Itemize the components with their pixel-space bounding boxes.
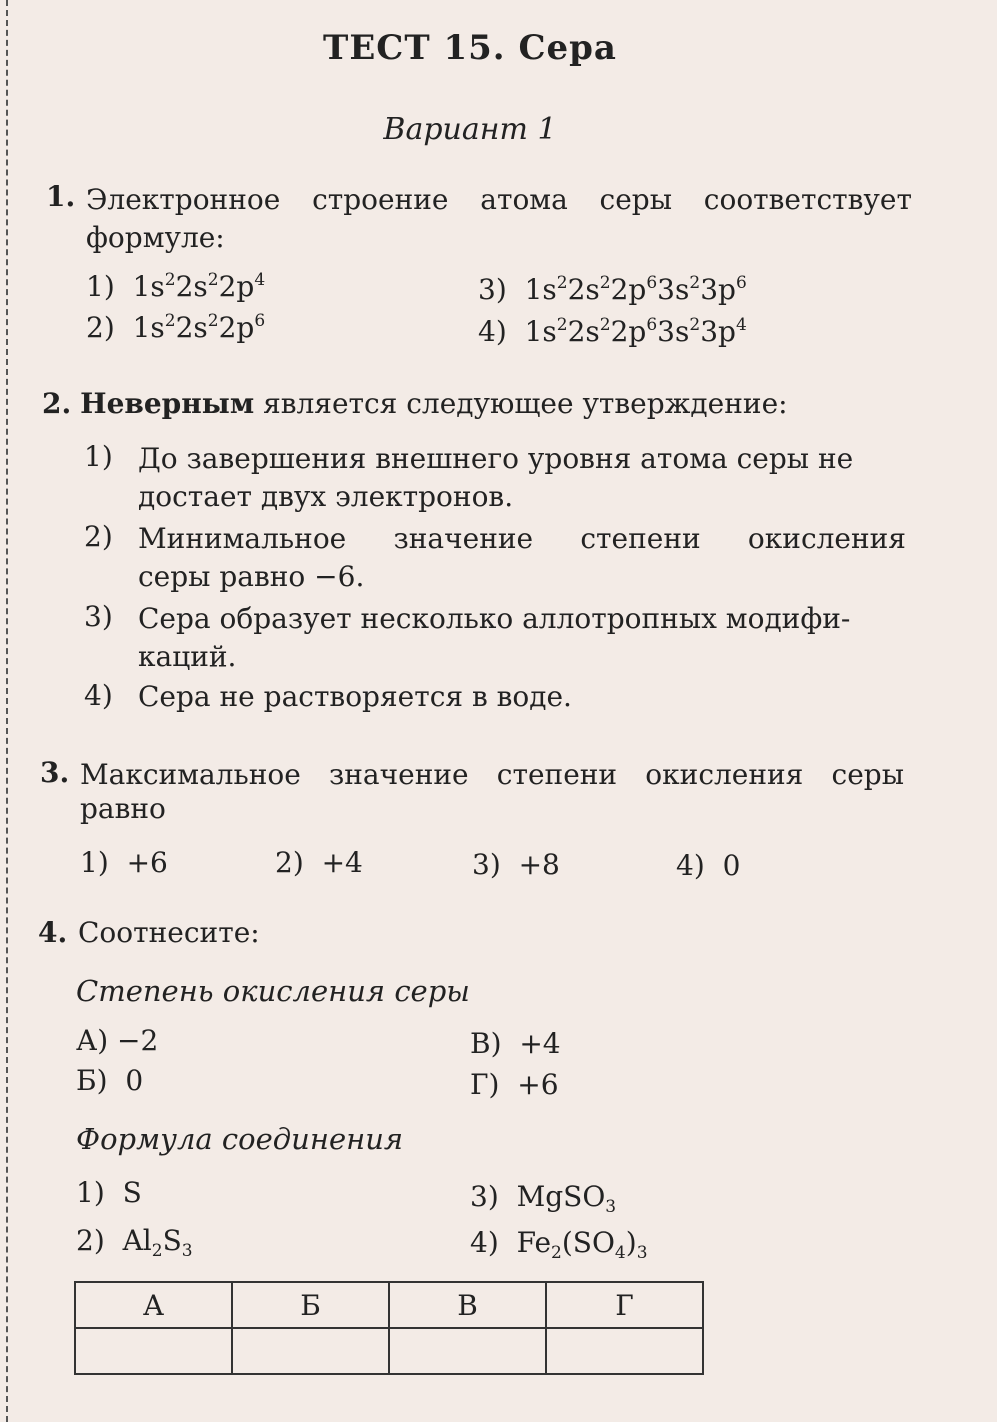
q1-text-line1: Электронное строение атома серы соответствует [86,183,912,216]
q3-option-4: 4) 0 [676,849,741,882]
q1-option-3: 3) $1s^22s^22p^63s^23p^6$ [478,273,747,306]
q2-heading [42,387,788,420]
answer-cell-v[interactable] [389,1328,546,1374]
q4-formula-3: 3) MgSO$_3$ [470,1180,617,1217]
q2-option-1-line2: достает двух электронов. [138,480,514,513]
q1-option-2: 2) $1s^22s^22p^6$ [86,311,266,344]
answer-cell-a[interactable] [75,1328,232,1374]
q2-option-4-num: 4) [84,679,113,712]
q1-number: 1. [46,180,76,213]
q4-left-b: Б) 0 [76,1064,144,1097]
answer-col-g: Г [546,1282,703,1328]
q2-option-3-num: 3) [84,600,113,633]
answer-col-a: А [75,1282,232,1328]
q3-text-line2: равно [80,792,166,825]
q3-text-line1: Максимальное значение степени окисления серы [80,758,904,791]
answer-table [74,1281,704,1375]
q4-left-a: А) −2 [76,1024,159,1057]
q3-option-3: 3) +8 [472,848,560,881]
q2-option-2-line2: серы равно −6. [138,560,365,593]
q4-formula-2: 2) $Al_2S_3$ [76,1224,193,1261]
q2-number: 2. [42,387,72,420]
answer-col-v: В [389,1282,546,1328]
q3-option-2: 2) +4 [275,846,363,879]
q2-text: является следующее утверждение: [263,387,788,420]
q4-formula-4: 4) $Fe_2(SO_4)_3$ [470,1226,648,1263]
q2-bold-word: Неверным [80,387,255,420]
q4-heading-oxidation: Степень окисления серы [76,974,470,1008]
answer-table-header [75,1282,703,1328]
q3-number: 3. [40,756,70,789]
q4-number: 4. [38,916,68,949]
q2-option-2-line1: Минимальное значение степени окисления [138,522,906,555]
q2-option-4-line1: Сера не растворяется в воде. [138,680,572,713]
q2-option-3-line2: каций. [138,640,237,673]
variant-heading: Вариант 1 [383,112,557,147]
q2-option-3-line1: Сера образует несколько аллотропных модифи- [138,602,851,635]
answer-col-b: Б [232,1282,389,1328]
answer-cell-g[interactable] [546,1328,703,1374]
q4-heading-formula: Формула соединения [76,1122,404,1156]
q4-left-g: Г) +6 [470,1068,559,1101]
q1-text-line2: формуле: [86,221,225,254]
q4-left-v: В) +4 [470,1027,561,1060]
q2-option-1-line1: До завершения внешнего уровня атома серы не [138,442,854,475]
page-title: ТЕСТ 15. Сера [323,28,617,68]
cut-line [6,0,8,1422]
q1-option-1: 1) $1s^22s^22p^4$ [86,270,266,303]
q2-option-1-num: 1) [84,440,113,473]
q4-formula-1: 1) S [76,1176,142,1209]
q2-option-2-num: 2) [84,520,113,553]
q3-option-1: 1) +6 [80,846,168,879]
q1-option-4: 4) $1s^22s^22p^63s^23p^4$ [478,315,747,348]
answer-table-row [75,1328,703,1374]
q4-text: Соотнесите: [78,916,260,949]
answer-cell-b[interactable] [232,1328,389,1374]
